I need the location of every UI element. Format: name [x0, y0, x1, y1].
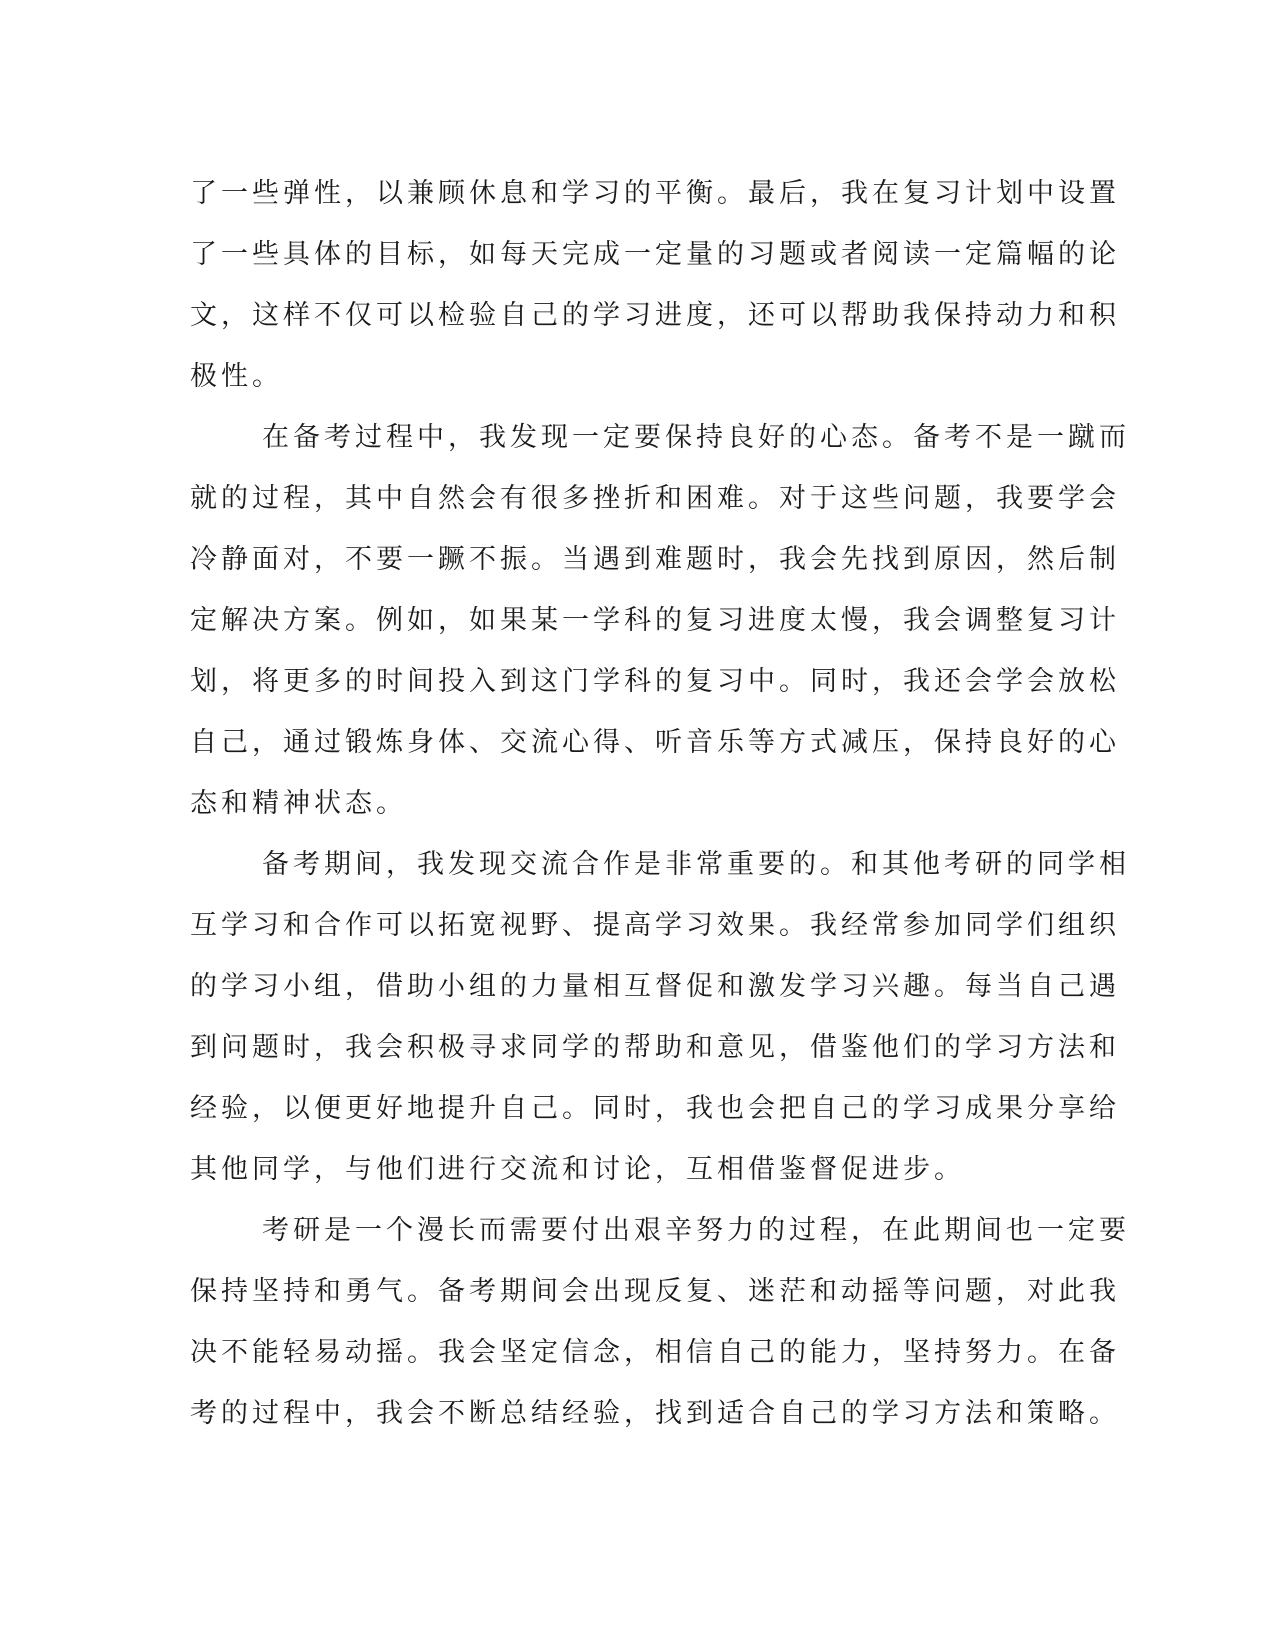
text-line: 划，将更多的时间投入到这门学科的复习中。同时，我还会学会放松 — [190, 666, 1120, 697]
text-line: 了一些具体的目标，如每天完成一定量的习题或者阅读一定篇幅的论 — [190, 239, 1120, 270]
text-line: 互学习和合作可以拓宽视野、提高学习效果。我经常参加同学们组织 — [190, 910, 1120, 941]
text-line: 保持坚持和勇气。备考期间会出现反复、迷茫和动摇等问题，对此我 — [190, 1276, 1120, 1307]
text-line: 文，这样不仅可以检验自己的学习进度，还可以帮助我保持动力和积 — [190, 300, 1120, 331]
text-line: 经验，以便更好地提升自己。同时，我也会把自己的学习成果分享给 — [190, 1093, 1120, 1124]
text-line: 其他同学，与他们进行交流和讨论，互相借鉴督促进步。 — [190, 1154, 965, 1185]
paragraph-start-line: 备考期间，我发现交流合作是非常重要的。和其他考研的同学相 — [262, 849, 1130, 880]
text-line: 就的过程，其中自然会有很多挫折和困难。对于这些问题，我要学会 — [190, 483, 1120, 514]
document-body — [190, 163, 1130, 1444]
text-line: 态和精神状态。 — [190, 788, 407, 819]
text-line: 极性。 — [190, 361, 283, 392]
text-line: 的学习小组，借助小组的力量相互督促和激发学习兴趣。每当自己遇 — [190, 971, 1120, 1002]
text-line: 到问题时，我会积极寻求同学的帮助和意见，借鉴他们的学习方法和 — [190, 1032, 1120, 1063]
text-line: 决不能轻易动摇。我会坚定信念，相信自己的能力，坚持努力。在备 — [190, 1337, 1120, 1368]
paragraph-start-line: 在备考过程中，我发现一定要保持良好的心态。备考不是一蹴而 — [262, 422, 1130, 453]
text-line: 考的过程中，我会不断总结经验，找到适合自己的学习方法和策略。 — [190, 1398, 1120, 1429]
text-line: 了一些弹性，以兼顾休息和学习的平衡。最后，我在复习计划中设置 — [190, 178, 1120, 209]
text-line: 定解决方案。例如，如果某一学科的复习进度太慢，我会调整复习计 — [190, 605, 1120, 636]
text-line: 冷静面对，不要一蹶不振。当遇到难题时，我会先找到原因，然后制 — [190, 544, 1120, 575]
text-line: 自己，通过锻炼身体、交流心得、听音乐等方式减压，保持良好的心 — [190, 727, 1120, 758]
paragraph-start-line: 考研是一个漫长而需要付出艰辛努力的过程，在此期间也一定要 — [262, 1215, 1130, 1246]
